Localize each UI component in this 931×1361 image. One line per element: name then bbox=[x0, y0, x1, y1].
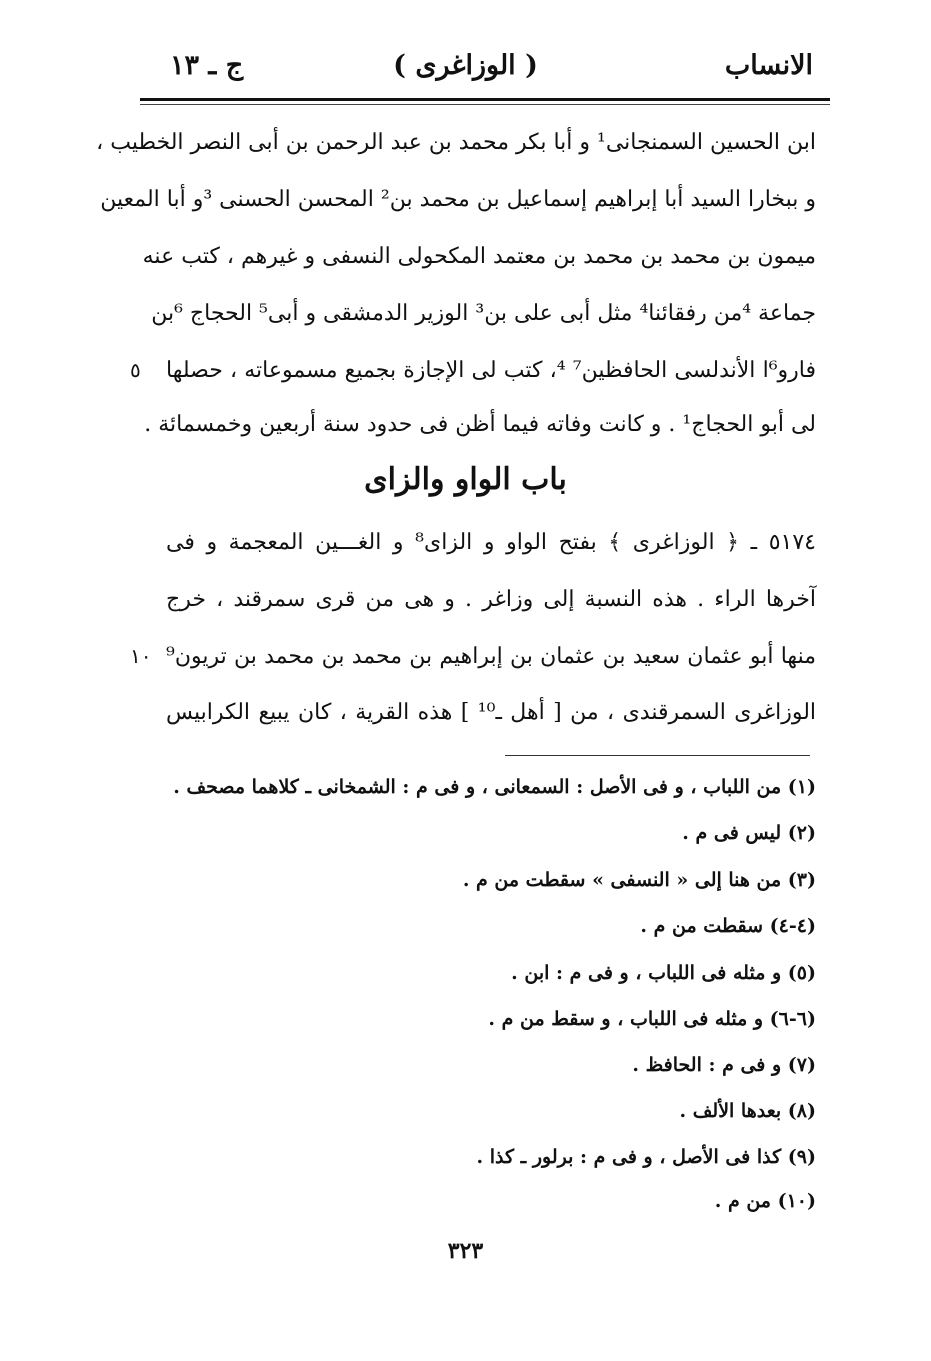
footnote: (٤-٤) سقطت من م . bbox=[640, 915, 816, 937]
body-line: جماعة ⁴من رفقائنا⁴ مثل أبى على بن³ الوزير الدمشقى و أبى⁵ الحجاج ⁶بن bbox=[151, 301, 816, 326]
body-line: ابن الحسين السمنجانى¹ و أبا بكر محمد بن عبد الرحمن بن أبى النصر الخطيب ، bbox=[96, 130, 816, 155]
entry-line: منها أبو عثمان سعيد بن عثمان بن إبراهيم بن محمد بن محمد بن تريون⁹ bbox=[166, 644, 816, 669]
footnote: (٦-٦) و مثله فى اللباب ، و سقط من م . bbox=[488, 1008, 816, 1030]
footnote: (١٠) من م . bbox=[714, 1190, 816, 1212]
footnote: (٩) كذا فى الأصل ، و فى م : برلور ـ كذا . bbox=[476, 1146, 816, 1168]
entry-line: آخرها الراء . هذه النسبة إلى وزاغر . و هى من قرى سمرقند ، خرج bbox=[166, 587, 816, 612]
line-number: ٥ bbox=[130, 358, 141, 382]
footnote: (١) من اللباب ، و فى الأصل : السمعانى ، و فى م : الشمخانى ـ كلاهما مصحف . bbox=[173, 776, 816, 798]
header-entry-title: ( الوزاغرى ) bbox=[393, 50, 538, 81]
header-volume: ج ـ ١٣ bbox=[170, 50, 244, 81]
header-book-title: الانساب bbox=[724, 50, 813, 81]
footnote: (٨) بعدها الألف . bbox=[679, 1100, 816, 1122]
page-number: ٣٢٣ bbox=[447, 1238, 484, 1264]
entry-line: ٥١٧٤ ـ ﴿ الوزاغرى ﴾ بفتح الواو و الزاى⁸ و الغـــين المعجمة و فى bbox=[166, 530, 816, 555]
section-title: باب الواو والزاى bbox=[364, 462, 567, 497]
entry-line: الوزاغرى السمرقندى ، من [ أهل ـ¹⁰ ] هذه القرية ، كان يبيع الكرابيس bbox=[166, 700, 817, 725]
body-line: و ببخارا السيد أبا إبراهيم إسماعيل بن محمد بن² المحسن الحسنى ³و أبا المعين bbox=[100, 187, 816, 212]
header-rule bbox=[140, 98, 830, 101]
body-line: لى أبو الحجاج¹ . و كانت وفاته فيما أظن فى حدود سنة أربعين وخمسمائة . bbox=[144, 412, 816, 437]
body-line: ميمون بن محمد بن محمد بن معتمد المكحولى النسفى و غيرهم ، كتب عنه bbox=[142, 244, 816, 269]
body-line: فارو⁶ا الأندلسى الحافظين⁷ ⁴، كتب لى الإجازة بجميع مسموعاته ، حصلها bbox=[166, 358, 817, 383]
header-rule-thin bbox=[140, 104, 830, 105]
line-number: ١٠ bbox=[130, 644, 152, 668]
footnote: (٣) من هنا إلى « النسفى » سقطت من م . bbox=[462, 869, 816, 891]
footnote-rule bbox=[505, 755, 810, 756]
footnote: (٥) و مثله فى اللباب ، و فى م : ابن . bbox=[511, 962, 816, 984]
footnote: (٧) و فى م : الحافظ . bbox=[632, 1054, 816, 1076]
footnote: (٢) ليس فى م . bbox=[682, 822, 816, 844]
